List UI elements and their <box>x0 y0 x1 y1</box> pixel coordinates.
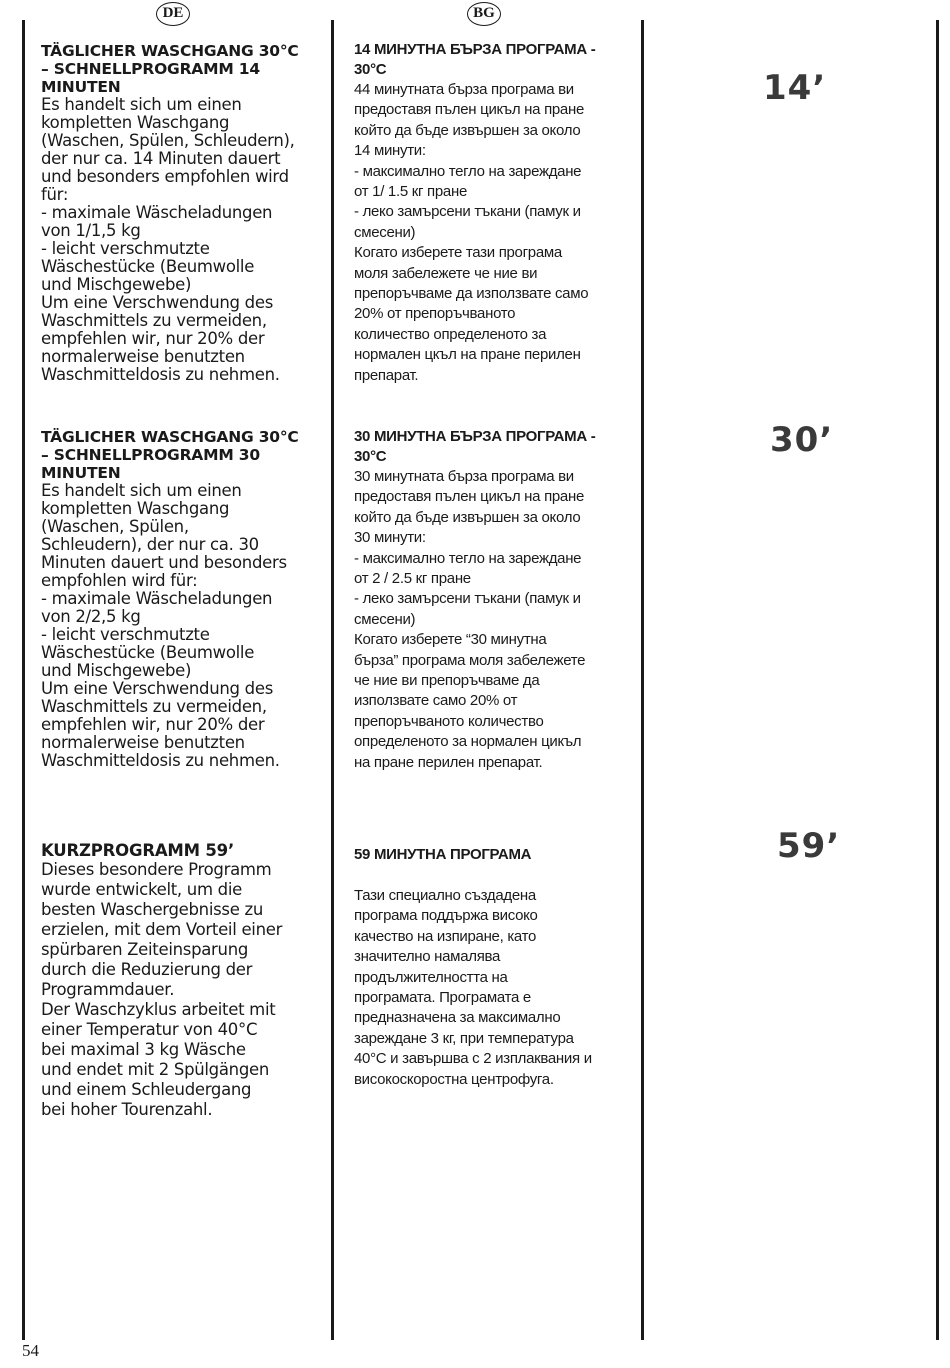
section-title: 30 МИНУТНА БЪРЗА ПРОГРАМА - 30°C <box>354 428 596 465</box>
section-59-bg <box>354 845 629 1090</box>
section-body: 44 минутната бърза програма ви предоставя пълен цикъл на пране който да бъде извършен за около 14 минути: - максимално тегло на зареждане от 1/ 1.5 кг пране - леко замърсени тъкани (памук и смесени) Когато изберете тази програма моля забележете че ние ви препоръчваме да използвате само 20% от препоръчваното количество определеното за нормален цкъл на пране перилен препарат. <box>354 81 589 384</box>
duration-label-59: 59’ <box>777 826 841 866</box>
page-number: 54 <box>22 1341 39 1360</box>
section-body: 30 минутната бърза програма ви предоставя пълен цикъл на пране който да бъде извършен за около 30 минути: - максимално тегло на зареждане от 2 / 2.5 кг пране - леко замърсени тъкани (памук и смесени) Когато изберете “30 минутна бърза” програма моля забележете че ние ви препоръчваме да използвате само 20% от препоръчваното количество определеното за нормален цикъл на пране перилен препарат. <box>354 468 586 771</box>
section-title: 59 МИНУТНА ПРОГРАМА <box>354 846 532 863</box>
section-body: Тази специално създадена програма поддържа високо качество на изпиране, като значително намалява продължителността на програмата. Програмата е предназначена за максимално зареждане 3 кг, при температура 40°С и завършва с 2 изплаквания и високоскоростна центрофуга. <box>354 887 592 1088</box>
section-14-de <box>41 42 326 384</box>
section-30-bg <box>354 427 629 773</box>
column-divider-middle <box>331 20 334 1340</box>
section-30-de <box>41 428 326 770</box>
duration-label-30: 30’ <box>770 420 834 460</box>
column-divider-right <box>641 20 644 1340</box>
lang-badge-de: DE <box>156 2 190 26</box>
section-title: TÄGLICHER WASCHGANG 30°C – SCHNELLPROGRAMM 14 MINUTEN <box>41 42 299 96</box>
section-title: KURZPROGRAMM 59’ <box>41 841 235 860</box>
section-title: TÄGLICHER WASCHGANG 30°C – SCHNELLPROGRAMM 30 MINUTEN <box>41 428 299 482</box>
section-body: Es handelt sich um einen kompletten Waschgang (Waschen, Spülen, Schleudern), der nur ca. 14 Minuten dauert und besonders empfohlen wird für: - maximale Wäscheladungen von 1/1,5 kg - leicht verschmutzte Wäschestücke (Beumwolle und Mischgewebe) Um eine Verschwendung des Waschmittels zu vermeiden, empfehlen wir, nur 20% der normalerweise benutzten Waschmitteldosis zu nehmen. <box>41 95 295 384</box>
section-59-de <box>41 842 326 1120</box>
section-title: 14 МИНУТНА БЪРЗА ПРОГРАМА - 30°C <box>354 41 596 78</box>
lang-badge-bg: BG <box>467 2 501 26</box>
section-body: Dieses besondere Programm wurde entwickelt, um die besten Waschergebnisse zu erzielen, mit dem Vorteil einer spürbaren Zeiteinsparung durch die Reduzierung der Programmdauer. Der Waschzyklus arbeitet mit einer Temperatur von 40°C bei maximal 3 kg Wäsche und endet mit 2 Spülgängen und einem Schleudergang bei hoher Tourenzahl. <box>41 860 283 1119</box>
column-divider-edge <box>936 20 939 1340</box>
column-divider-left <box>22 20 25 1340</box>
duration-label-14: 14’ <box>763 68 827 108</box>
section-body: Es handelt sich um einen kompletten Waschgang (Waschen, Spülen, Schleudern), der nur ca. 30 Minuten dauert und besonders empfohlen wird für: - maximale Wäscheladungen von 2/2,5 kg - leicht verschmutzte Wäschestücke (Beumwolle und Mischgewebe) Um eine Verschwendung des Waschmittels zu vermeiden, empfehlen wir, nur 20% der normalerweise benutzten Waschmitteldosis zu nehmen. <box>41 481 287 770</box>
section-14-bg <box>354 40 629 386</box>
